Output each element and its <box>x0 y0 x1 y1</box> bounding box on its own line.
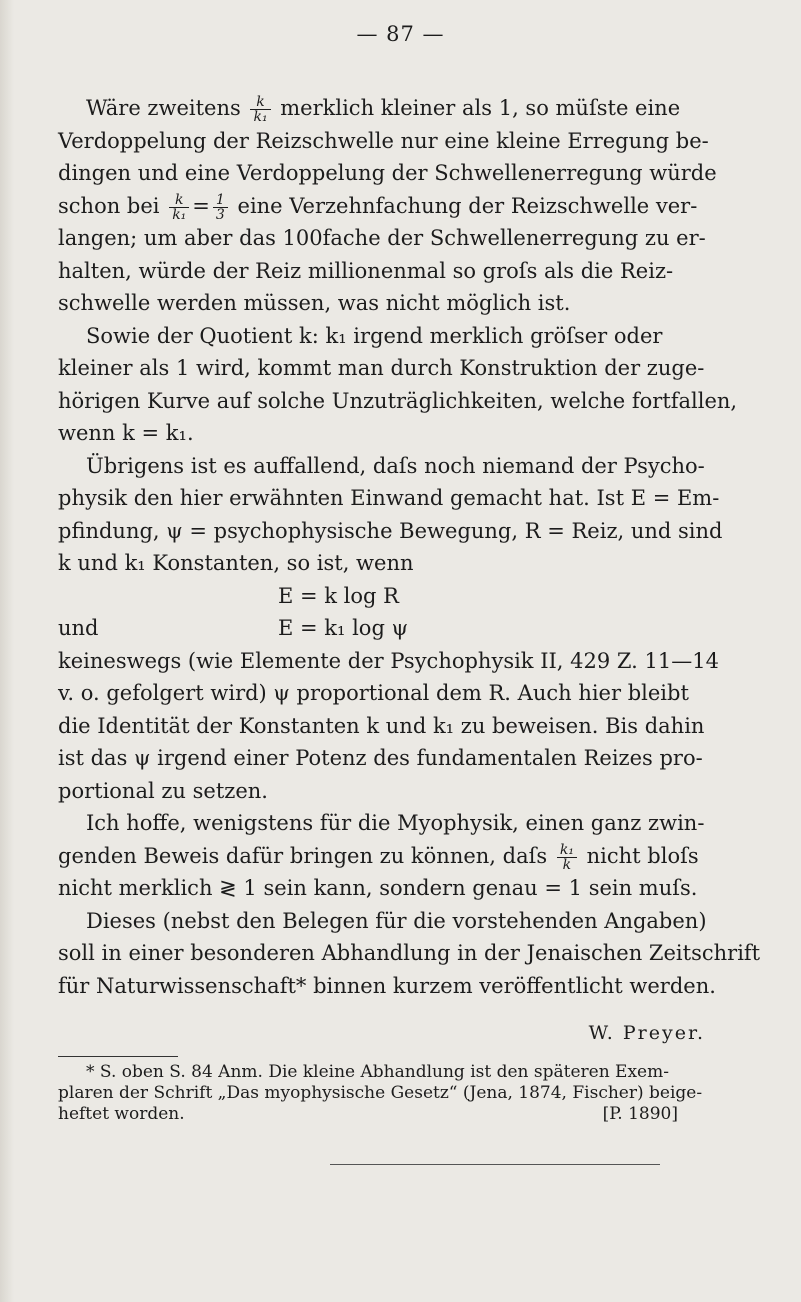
formula-label: und <box>58 616 99 640</box>
text-line: v. o. gefolgert wird) ψ proportional dem R. Auch hier bleibt <box>58 681 689 705</box>
equals-sign: = <box>192 193 210 218</box>
text-line: Übrigens ist es auffallend, daſs noch niemand der Psycho- <box>86 453 705 478</box>
page-edge-shadow <box>0 0 14 1302</box>
formula: E = k log R <box>278 583 399 608</box>
text-segment: merklich kleiner als 1, so müſste eine <box>280 96 681 120</box>
text-line: soll in einer besonderen Abhandlung in der Jenaischen Zeitschrift <box>58 941 761 965</box>
footnote <box>58 1062 758 1125</box>
text-segment: nicht bloſs <box>586 843 699 868</box>
fraction: $\frac{1}{3}$ <box>213 193 228 222</box>
text-line <box>58 190 758 223</box>
text-line: pfindung, ψ = psychophysische Bewegung, R = Reiz, und sind <box>58 518 723 543</box>
text-line: hörigen Kurve auf solche Unzuträglichkeiten, welche fortfallen, <box>58 388 738 413</box>
text-line: kleiner als 1 wird, kommt man durch Konstruktion der zuge- <box>58 356 705 380</box>
text-line: Sowie der Quotient k: k₁ irgend merklich gröſser oder <box>86 323 663 348</box>
text-line: nicht merklich ≷ 1 sein kann, sondern genau = 1 sein muſs. <box>58 876 698 900</box>
text-segment: eine Verzehnfachung der Reizschwelle ver- <box>237 193 698 218</box>
text-line: schwelle werden müssen, was nicht möglich ist. <box>58 291 571 315</box>
author-signature: W. Preyer. <box>588 1022 705 1044</box>
body-text <box>58 92 761 1002</box>
text-line: ist das ψ irgend einer Potenz des fundamentalen Reizes pro- <box>58 746 703 770</box>
text-line <box>58 92 758 125</box>
formula: E = k₁ log ψ <box>278 616 409 640</box>
text-segment: Wäre zweitens <box>86 96 241 120</box>
formula-line <box>58 612 758 645</box>
text-line: Dieses (nebst den Belegen für die vorstehenden Angaben) <box>86 908 707 933</box>
footnote-source: [P. 1890] <box>602 1104 678 1124</box>
fraction: $\frac{\text{k₁}}{k}$ <box>557 843 577 872</box>
text-line: physik den hier erwähnten Einwand gemacht hat. Ist E = Em- <box>58 486 720 510</box>
footnote-divider <box>58 1056 178 1057</box>
footnote-line: * S. oben S. 84 Anm. Die kleine Abhandlung ist den späteren Exem- <box>86 1062 669 1082</box>
text-line: die Identität der Konstanten k und k₁ zu beweisen. Bis dahin <box>58 713 705 738</box>
fraction: $\frac{k}{\text{k₁}}$ <box>250 95 270 124</box>
footnote-line: heftet worden. [P. 1890] <box>58 1104 678 1124</box>
text-line: langen; um aber das 100fache der Schwellenerregung zu er- <box>58 226 706 250</box>
text-line: Verdoppelung der Reizschwelle nur eine kleine Erregung be- <box>58 128 709 153</box>
page-number: — 87 — <box>356 22 445 46</box>
text-line: portional zu setzen. <box>58 778 268 803</box>
formula-line <box>58 580 758 613</box>
text-line: dingen und eine Verdoppelung der Schwellenerregung würde <box>58 161 717 185</box>
text-line: halten, würde der Reiz millionenmal so groſs als die Reiz- <box>58 258 674 283</box>
text-line <box>58 840 758 873</box>
footnote-line: plaren der Schrift „Das myophysische Gesetz“ (Jena, 1874, Fischer) beige- <box>58 1083 703 1103</box>
text-line: wenn k = k₁. <box>58 421 194 445</box>
bottom-rule <box>330 1164 660 1165</box>
text-line: k und k₁ Konstanten, so ist, wenn <box>58 551 414 575</box>
text-segment: genden Beweis dafür bringen zu können, daſs <box>58 843 548 868</box>
text-line: keineswegs (wie Elemente der Psychophysik II, 429 Z. 11—14 <box>58 648 719 673</box>
text-segment: schon bei <box>58 193 160 218</box>
text-line: Ich hoffe, wenigstens für die Myophysik, einen ganz zwin- <box>86 811 705 835</box>
text-line: für Naturwissenschaft* binnen kurzem veröffentlicht werden. <box>58 973 716 998</box>
fraction: $\frac{k}{\text{k₁}}$ <box>169 193 189 222</box>
